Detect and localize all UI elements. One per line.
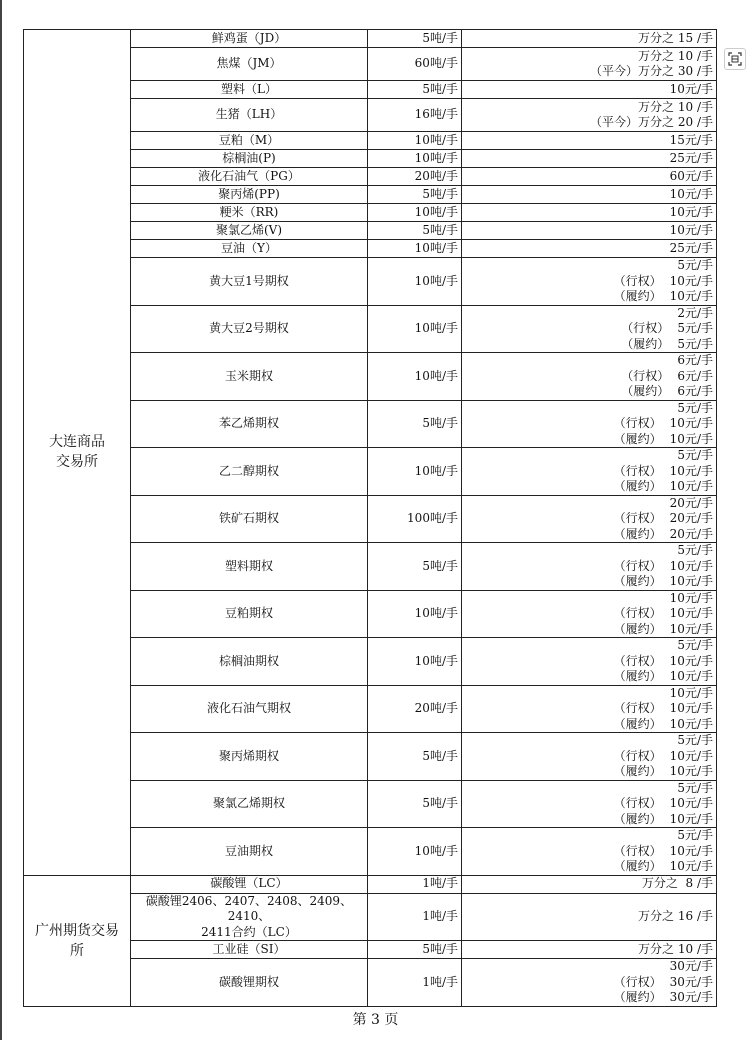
fee-value: 10元/手	[669, 463, 713, 478]
fee-line	[464, 796, 713, 812]
product-name: 苯乙烯期权	[131, 400, 368, 448]
trading-unit: 10吨/手	[368, 353, 462, 401]
fee-line	[464, 337, 713, 353]
fee-cell	[462, 448, 717, 496]
fee-cell	[462, 875, 717, 893]
fee-line	[464, 223, 713, 239]
product-name: 棕榈油(P)	[131, 150, 368, 168]
fee-type-label: （履约）	[613, 716, 662, 731]
trading-unit: 5吨/手	[368, 941, 462, 959]
fee-cell	[462, 132, 717, 150]
product-name: 焦煤（JM）	[131, 48, 368, 81]
fee-table	[23, 29, 717, 1007]
fee-type-label: （行权）	[613, 748, 662, 763]
fee-cell	[462, 204, 717, 222]
fee-line	[464, 496, 713, 512]
fee-value: 10元/手	[669, 222, 713, 237]
fee-cell	[462, 168, 717, 186]
product-name: 塑料期权	[131, 543, 368, 591]
fee-value: 10元/手	[669, 764, 713, 778]
fee-value: 5元/手	[677, 336, 713, 351]
fee-type-label: （行权）	[613, 653, 662, 668]
trading-unit: 5吨/手	[368, 30, 462, 48]
fee-value: 10元/手	[669, 479, 713, 493]
fee-line	[464, 701, 713, 717]
fee-value: 5元/手	[677, 780, 713, 795]
fee-line	[464, 289, 713, 305]
fee-value: 6元/手	[677, 368, 713, 383]
fee-line	[464, 686, 713, 702]
fee-line	[464, 622, 713, 638]
fee-line	[464, 859, 713, 875]
fee-value: 10元/手	[669, 590, 713, 605]
trading-unit: 5吨/手	[368, 222, 462, 240]
fee-value: 10元/手	[669, 289, 713, 303]
fee-type-label: （行权）	[613, 606, 662, 620]
fee-line	[464, 432, 713, 448]
fee-line	[464, 31, 713, 47]
fee-line	[464, 187, 713, 203]
fee-type-label: （履约）	[613, 526, 662, 541]
fee-line	[464, 115, 713, 131]
fee-type-label: （行权）	[613, 463, 662, 478]
fee-cell	[462, 638, 717, 686]
fee-type-label: （履约）	[613, 669, 662, 683]
product-name: 棕榈油期权	[131, 638, 368, 686]
product-name: 碳酸锂2406、2407、2408、2409、2410、 2411合约（LC）	[131, 893, 368, 941]
fee-value: 60元/手	[669, 168, 713, 183]
fee-value: 10元/手	[669, 685, 713, 700]
trading-unit: 10吨/手	[368, 204, 462, 222]
product-name: 聚丙烯(PP)	[131, 186, 368, 204]
product-name: 粳米（RR)	[131, 204, 368, 222]
trading-unit: 5吨/手	[368, 780, 462, 828]
scan-icon[interactable]	[724, 48, 746, 70]
trading-unit: 1吨/手	[368, 959, 462, 1007]
fee-type-label: （行权）	[613, 796, 662, 810]
fee-value: 10元/手	[669, 843, 713, 858]
product-name: 碳酸锂期权	[131, 959, 368, 1007]
product-name: 液化石油气期权	[131, 685, 368, 733]
fee-line	[464, 909, 713, 925]
fee-line	[464, 464, 713, 480]
fee-type-label: （行权）	[621, 321, 670, 335]
fee-line	[464, 274, 713, 290]
fee-cell	[462, 893, 717, 941]
fee-line	[464, 975, 713, 991]
fee-line	[464, 169, 713, 185]
fee-cell	[462, 353, 717, 401]
fee-value: 30元/手	[669, 990, 713, 1004]
fee-line	[464, 559, 713, 575]
trading-unit: 10吨/手	[368, 258, 462, 306]
trading-unit: 10吨/手	[368, 638, 462, 686]
fee-cell	[462, 828, 717, 876]
fee-value: 5元/手	[677, 828, 713, 842]
fee-value: 10元/手	[669, 701, 713, 715]
fee-value: 10元/手	[669, 606, 713, 620]
fee-line	[464, 479, 713, 495]
fee-value: 10元/手	[669, 669, 713, 683]
fee-value: 10元/手	[669, 859, 713, 873]
fee-line	[464, 828, 713, 844]
fee-line	[464, 384, 713, 400]
fee-value: 20元/手	[669, 511, 713, 525]
fee-value: （平今）万分之 20 /手	[590, 115, 713, 129]
fee-value: 10元/手	[669, 716, 713, 731]
fee-value: （平今）万分之 30 /手	[590, 64, 713, 78]
fee-type-label: （履约）	[621, 336, 670, 351]
trading-unit: 1吨/手	[368, 875, 462, 893]
fee-cell	[462, 543, 717, 591]
fee-type-label: （行权）	[613, 843, 662, 858]
fee-type-label: （履约）	[613, 859, 662, 873]
fee-line	[464, 749, 713, 765]
fee-line	[464, 321, 713, 337]
fee-value: 10元/手	[669, 796, 713, 810]
fee-line	[464, 205, 713, 221]
fee-line	[464, 353, 713, 369]
trading-unit: 16吨/手	[368, 99, 462, 132]
fee-line	[464, 100, 713, 116]
fee-type-label: （履约）	[613, 289, 662, 303]
fee-line	[464, 781, 713, 797]
fee-value: 20元/手	[669, 526, 713, 541]
fee-type-label: （履约）	[613, 764, 662, 778]
table-row	[24, 875, 717, 893]
fee-cell	[462, 941, 717, 959]
fee-value: 10元/手	[669, 558, 713, 573]
product-name: 聚丙烯期权	[131, 733, 368, 781]
fee-type-label: （行权）	[613, 558, 662, 573]
trading-unit: 5吨/手	[368, 733, 462, 781]
fee-cell	[462, 81, 717, 99]
trading-unit: 20吨/手	[368, 168, 462, 186]
trading-unit: 60吨/手	[368, 48, 462, 81]
fee-value: 5元/手	[677, 733, 713, 747]
fee-line	[464, 654, 713, 670]
fee-line	[464, 527, 713, 543]
fee-line	[464, 638, 713, 654]
fee-cell	[462, 240, 717, 258]
fee-line	[464, 959, 713, 975]
fee-line	[464, 543, 713, 559]
product-name: 聚氯乙烯期权	[131, 780, 368, 828]
trading-unit: 5吨/手	[368, 186, 462, 204]
fee-line	[464, 764, 713, 780]
fee-value: 5元/手	[677, 638, 713, 652]
fee-value: 15元/手	[669, 132, 713, 147]
fee-line	[464, 448, 713, 464]
trading-unit: 10吨/手	[368, 828, 462, 876]
product-name: 工业硅（SI）	[131, 941, 368, 959]
fee-line	[464, 717, 713, 733]
fee-cell	[462, 150, 717, 168]
fee-line	[464, 64, 713, 80]
fee-value: 万分之 10 /手	[638, 99, 713, 114]
fee-value: 5元/手	[677, 400, 713, 415]
fee-value: 30元/手	[669, 959, 713, 973]
product-name: 液化石油气（PG）	[131, 168, 368, 186]
fee-line	[464, 990, 713, 1006]
product-name: 生猪（LH）	[131, 99, 368, 132]
product-name: 聚氯乙烯(V)	[131, 222, 368, 240]
fee-cell	[462, 30, 717, 48]
fee-value: 2元/手	[677, 305, 713, 320]
fee-value: 10元/手	[669, 748, 713, 763]
fee-cell	[462, 222, 717, 240]
fee-type-label: （行权）	[613, 511, 662, 525]
fee-value: 10元/手	[669, 273, 713, 288]
fee-value: 10元/手	[669, 186, 713, 201]
fee-line	[464, 369, 713, 385]
fee-value: 20元/手	[669, 495, 713, 510]
fee-line	[464, 591, 713, 607]
trading-unit: 10吨/手	[368, 150, 462, 168]
fee-line	[464, 416, 713, 432]
fee-value: 5元/手	[677, 543, 713, 557]
fee-cell	[462, 99, 717, 132]
fee-line	[464, 574, 713, 590]
fee-value: 10元/手	[669, 574, 713, 588]
trading-unit: 10吨/手	[368, 132, 462, 150]
fee-line	[464, 669, 713, 685]
fee-value: 5元/手	[677, 321, 713, 335]
fee-line	[464, 942, 713, 958]
product-name: 豆粕期权	[131, 590, 368, 638]
fee-value: 10元/手	[669, 811, 713, 826]
fee-type-label: （行权）	[613, 701, 662, 715]
fee-line	[464, 133, 713, 149]
exchange-name: 大连商品 交易所	[24, 30, 131, 876]
fee-type-label: （履约）	[613, 479, 662, 493]
fee-line	[464, 258, 713, 274]
fee-value: 5元/手	[677, 448, 713, 462]
fee-cell	[462, 733, 717, 781]
product-name: 碳酸锂（LC）	[131, 875, 368, 893]
fee-cell	[462, 495, 717, 543]
fee-type-label: （行权）	[613, 273, 662, 288]
fee-value: 10元/手	[669, 81, 713, 96]
page-number: 第 3 页	[352, 1012, 399, 1028]
fee-line	[464, 876, 713, 892]
trading-unit: 20吨/手	[368, 685, 462, 733]
fee-type-label: （履约）	[621, 384, 670, 398]
fee-value: 5元/手	[677, 258, 713, 272]
exchange-name: 广州期货交易 所	[24, 875, 131, 1006]
product-name: 铁矿石期权	[131, 495, 368, 543]
product-name: 豆粕（M）	[131, 132, 368, 150]
fee-cell	[462, 590, 717, 638]
trading-unit: 5吨/手	[368, 81, 462, 99]
product-name: 塑料（L）	[131, 81, 368, 99]
trading-unit: 1吨/手	[368, 893, 462, 941]
fee-cell	[462, 685, 717, 733]
fee-line	[464, 733, 713, 749]
fee-line	[464, 49, 713, 65]
fee-value: 万分之 10 /手	[638, 941, 713, 956]
fee-line	[464, 812, 713, 828]
fee-type-label: （履约）	[613, 621, 662, 636]
fee-value: 6元/手	[677, 384, 713, 398]
product-name: 豆油期权	[131, 828, 368, 876]
fee-type-label: （履约）	[613, 990, 662, 1004]
fee-type-label: （行权）	[613, 416, 662, 430]
product-name: 黄大豆2号期权	[131, 305, 368, 353]
product-name: 鲜鸡蛋（JD）	[131, 30, 368, 48]
fee-cell	[462, 258, 717, 306]
fee-value: 万分之 16 /手	[638, 909, 713, 923]
fee-line	[464, 401, 713, 417]
product-name: 豆油（Y）	[131, 240, 368, 258]
trading-unit: 5吨/手	[368, 400, 462, 448]
fee-line	[464, 306, 713, 322]
fee-value: 万分之 8 /手	[641, 876, 713, 891]
fee-value: 10元/手	[669, 204, 713, 219]
trading-unit: 10吨/手	[368, 305, 462, 353]
product-name: 黄大豆1号期权	[131, 258, 368, 306]
fee-value: 10元/手	[669, 431, 713, 446]
trading-unit: 100吨/手	[368, 495, 462, 543]
fee-value: 30元/手	[669, 974, 713, 989]
fee-value: 25元/手	[669, 150, 713, 165]
fee-cell	[462, 400, 717, 448]
fee-type-label: （履约）	[613, 431, 662, 446]
fee-value: 6元/手	[677, 353, 713, 367]
fee-line	[464, 511, 713, 527]
fee-value: 10元/手	[669, 653, 713, 668]
fee-line	[464, 844, 713, 860]
trading-unit: 10吨/手	[368, 240, 462, 258]
product-name: 乙二醇期权	[131, 448, 368, 496]
fee-type-label: （行权）	[613, 974, 662, 989]
fee-type-label: （行权）	[621, 368, 670, 383]
fee-cell	[462, 305, 717, 353]
trading-unit: 10吨/手	[368, 448, 462, 496]
product-name: 玉米期权	[131, 353, 368, 401]
fee-value: 10元/手	[669, 416, 713, 430]
fee-value: 25元/手	[669, 240, 713, 255]
fee-value: 10元/手	[669, 621, 713, 636]
fee-value: 万分之 10 /手	[638, 48, 713, 63]
fee-value: 万分之 15 /手	[638, 30, 713, 45]
fee-line	[464, 606, 713, 622]
trading-unit: 10吨/手	[368, 590, 462, 638]
fee-type-label: （履约）	[613, 574, 662, 588]
page-left-border	[0, 0, 2, 1040]
fee-line	[464, 241, 713, 257]
table-row	[24, 30, 717, 48]
fee-cell	[462, 186, 717, 204]
fee-cell	[462, 780, 717, 828]
trading-unit: 5吨/手	[368, 543, 462, 591]
fee-line	[464, 82, 713, 98]
fee-line	[464, 151, 713, 167]
fee-type-label: （履约）	[613, 811, 662, 826]
fee-cell	[462, 959, 717, 1007]
fee-cell	[462, 48, 717, 81]
